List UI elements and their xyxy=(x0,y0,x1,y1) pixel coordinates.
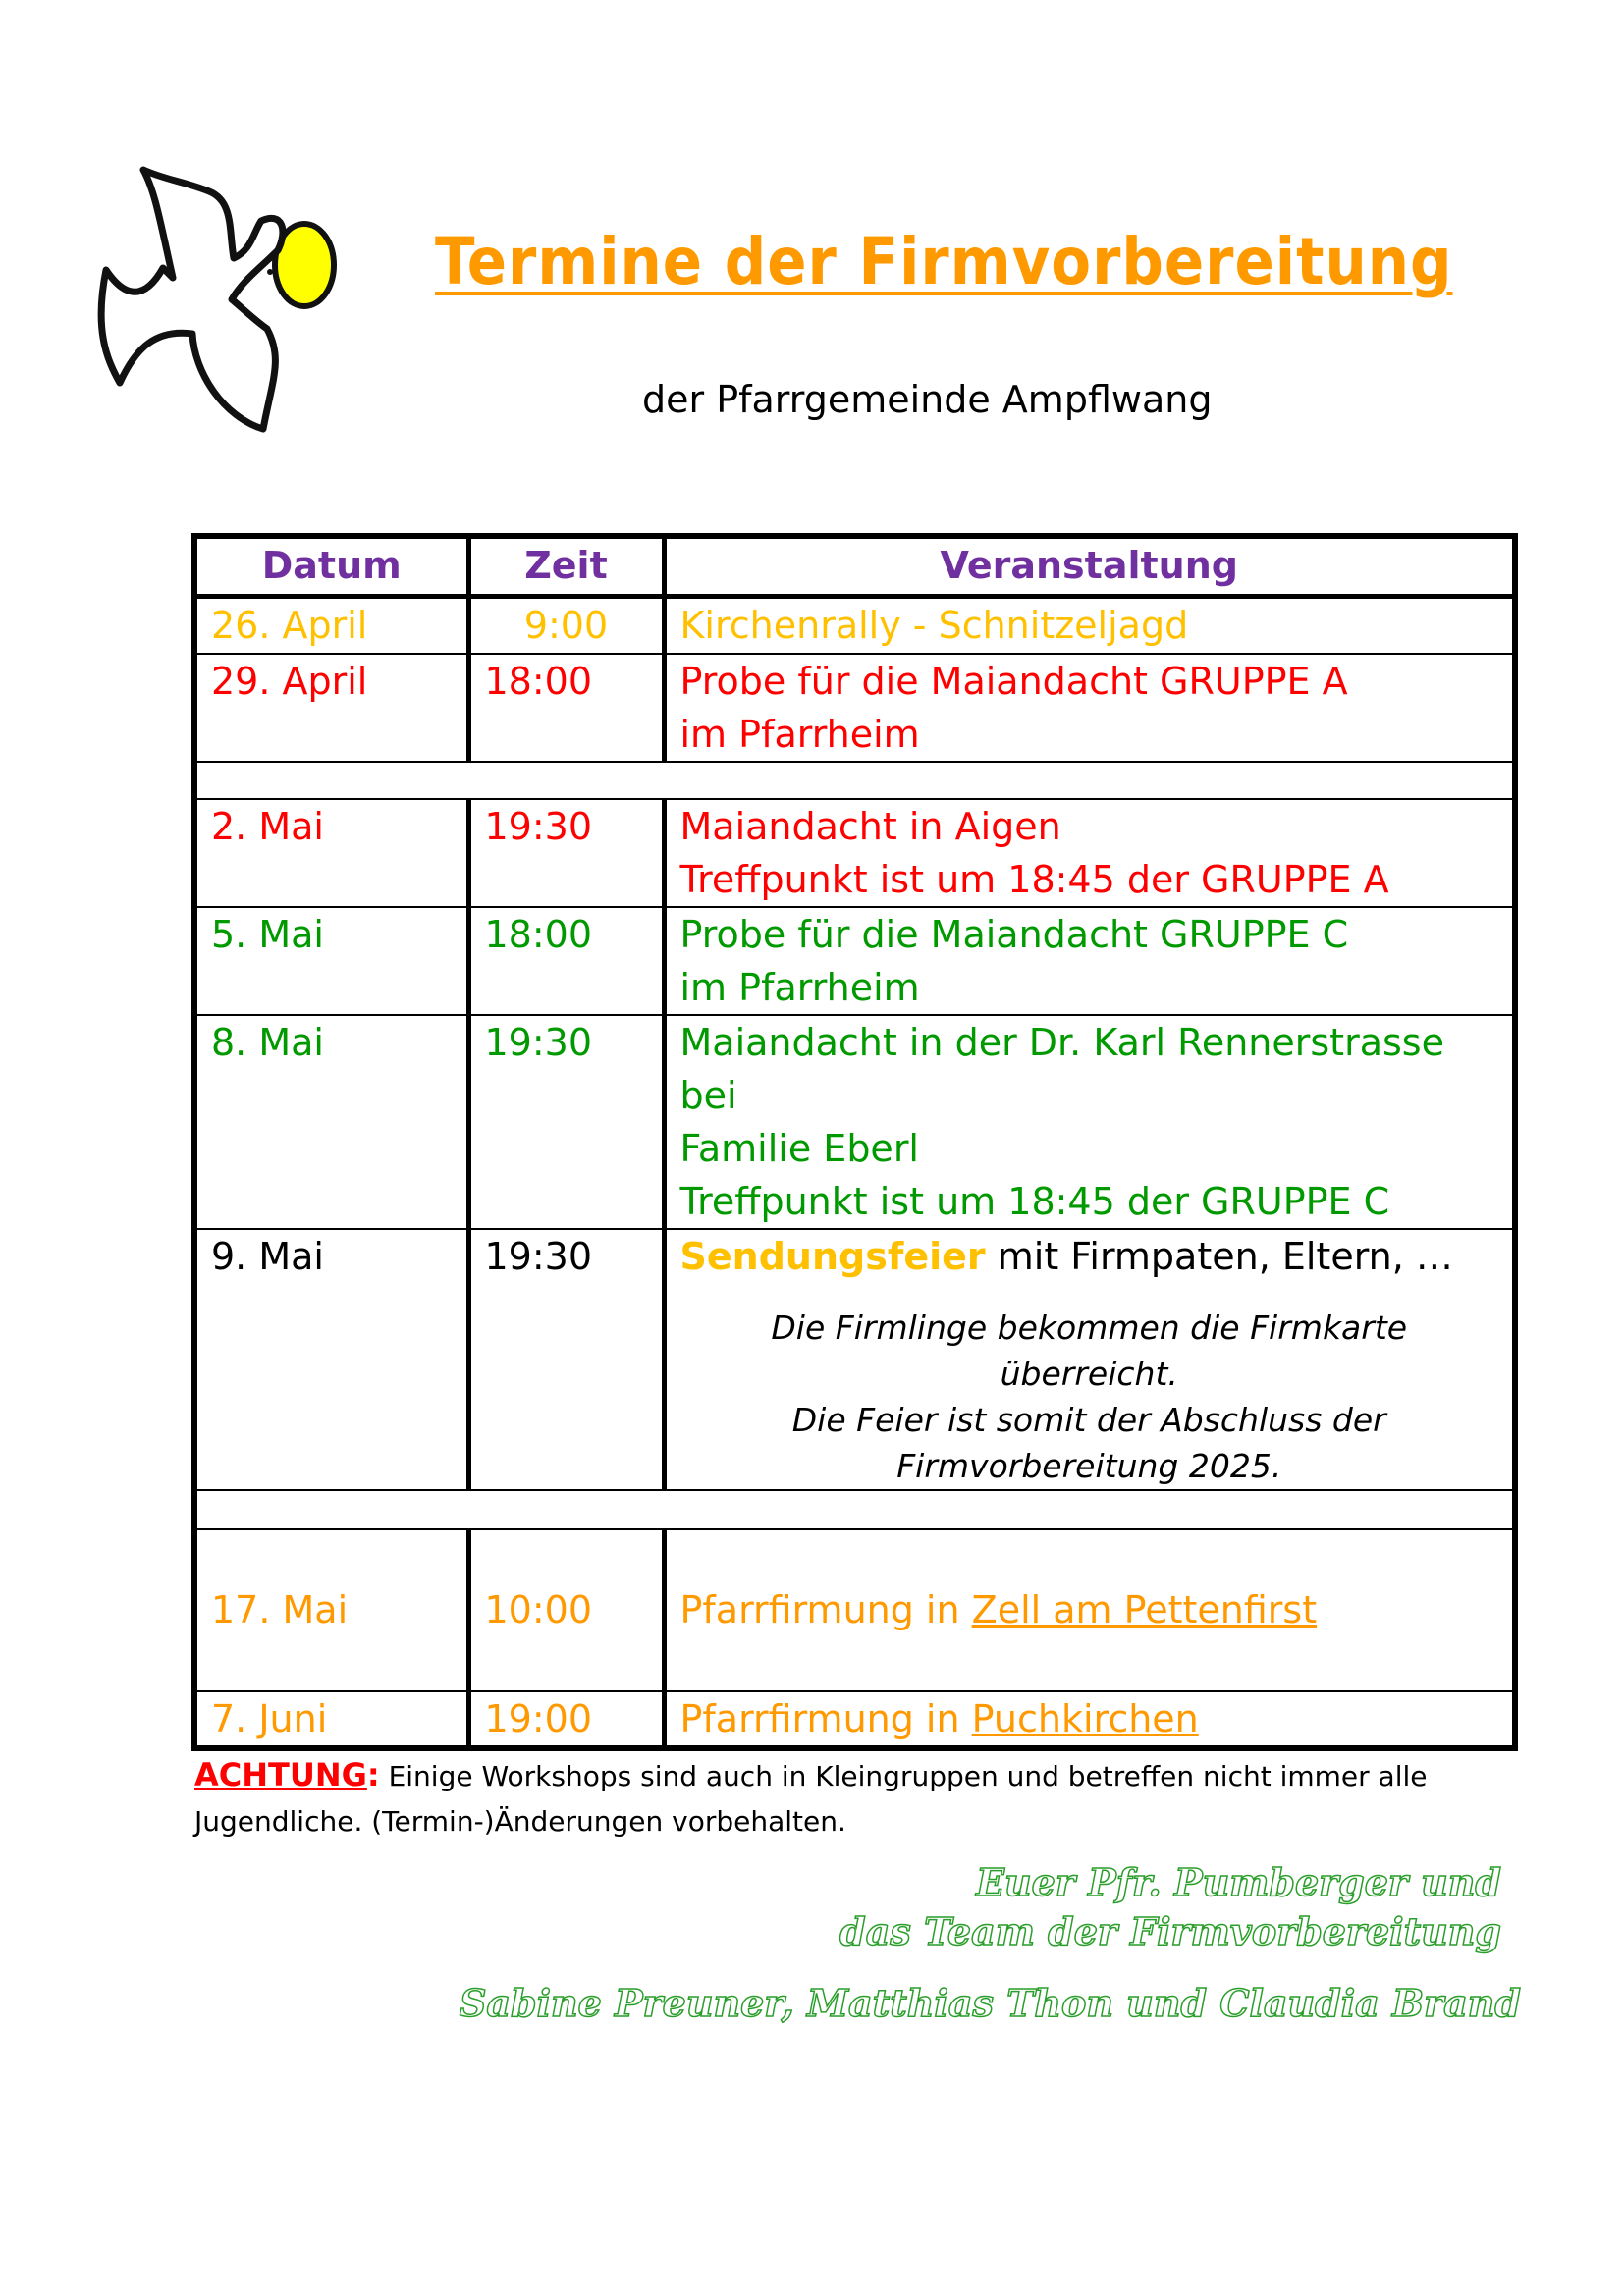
event-line: Treffpunkt ist um 18:45 der GRUPPE C xyxy=(679,1179,1390,1223)
row-event xyxy=(664,799,1515,907)
row-event: Kirchenrally - Schnitzeljagd xyxy=(664,597,1515,654)
event-line: Probe für die Maiandacht GRUPPE C xyxy=(679,912,1349,956)
row-date: 29. April xyxy=(194,654,468,762)
event-line: Familie Eberl xyxy=(679,1126,919,1170)
event-text: Pfarrfirmung in xyxy=(679,1696,972,1740)
row-event xyxy=(664,654,1515,762)
notice-label: ACHTUNG xyxy=(194,1756,367,1793)
row-event xyxy=(664,1229,1515,1490)
row-date: 8. Mai xyxy=(194,1015,468,1229)
row-event xyxy=(664,907,1515,1015)
notice-text: Einige Workshops sind auch in Kleingruppen und betreffen nicht immer alle Jugendliche. (Termin-)Änderungen vorbehalten. xyxy=(194,1760,1428,1838)
row-date: 9. Mai xyxy=(194,1229,468,1490)
schedule-table xyxy=(191,533,1518,1751)
row-date: 26. April xyxy=(194,597,468,654)
place-link[interactable]: Puchkirchen xyxy=(971,1696,1199,1740)
row-date: 17. Mai xyxy=(194,1529,468,1691)
table-row xyxy=(194,597,1515,654)
row-time: 19:30 xyxy=(468,799,664,907)
event-text: Pfarrfirmung in xyxy=(679,1588,972,1631)
row-time: 10:00 xyxy=(468,1529,664,1691)
table-row xyxy=(194,1229,1515,1490)
spacer-row xyxy=(194,762,1515,799)
signature-names: Sabine Preuner, Matthias Thon und Claudia Brand xyxy=(459,1981,1521,2025)
row-time: 18:00 xyxy=(468,907,664,1015)
row-event xyxy=(664,1015,1515,1229)
row-date: 7. Juni xyxy=(194,1691,468,1748)
row-time: 19:30 xyxy=(468,1229,664,1490)
event-text: mit Firmpaten, Eltern, … xyxy=(985,1234,1453,1278)
event-line: Maiandacht in Aigen xyxy=(679,804,1061,848)
notice xyxy=(194,1752,1471,1844)
note-line: Firmvorbereitung 2025. xyxy=(896,1446,1282,1485)
note-line: Die Feier ist somit der Abschluss der xyxy=(791,1400,1386,1439)
event-line xyxy=(680,1230,1499,1283)
event-line: Probe für die Maiandacht GRUPPE A xyxy=(679,659,1348,703)
table-row xyxy=(194,799,1515,907)
spacer-row xyxy=(194,1490,1515,1529)
event-line: Treffpunkt ist um 18:45 der GRUPPE A xyxy=(679,857,1389,901)
column-header-time: Zeit xyxy=(468,536,664,597)
page-subtitle: der Pfarrgemeinde Ampflwang xyxy=(642,378,1213,421)
table-row xyxy=(194,1529,1515,1691)
row-event xyxy=(664,1529,1515,1691)
place-link[interactable]: Zell am Pettenfirst xyxy=(971,1588,1318,1631)
dove-icon xyxy=(86,162,352,437)
row-date: 5. Mai xyxy=(194,907,468,1015)
event-note xyxy=(680,1305,1499,1489)
page-title: Termine der Firmvorbereitung xyxy=(435,224,1453,299)
table-row xyxy=(194,1691,1515,1748)
notice-colon: : xyxy=(366,1756,380,1793)
row-date: 2. Mai xyxy=(194,799,468,907)
row-event xyxy=(664,1691,1515,1748)
column-header-event: Veranstaltung xyxy=(664,536,1515,597)
row-time: 19:00 xyxy=(468,1691,664,1748)
table-row xyxy=(194,1015,1515,1229)
event-line: im Pfarrheim xyxy=(679,712,920,756)
event-line: Maiandacht in der Dr. Karl Rennerstrasse bei xyxy=(679,1020,1444,1117)
row-time: 9:00 xyxy=(468,597,664,654)
row-time: 19:30 xyxy=(468,1015,664,1229)
event-highlight: Sendungsfeier xyxy=(679,1234,986,1278)
column-header-date: Datum xyxy=(194,536,468,597)
signature-line-2: das Team der Firmvorbereitung xyxy=(839,1909,1501,1953)
table-header-row xyxy=(194,536,1515,597)
signature-line-1: Euer Pfr. Pumberger und xyxy=(976,1860,1501,1904)
event-line: im Pfarrheim xyxy=(679,965,920,1009)
note-line: Die Firmlinge bekommen die Firmkarte überreicht. xyxy=(771,1308,1408,1393)
row-time: 18:00 xyxy=(468,654,664,762)
table-row xyxy=(194,907,1515,1015)
table-row xyxy=(194,654,1515,762)
